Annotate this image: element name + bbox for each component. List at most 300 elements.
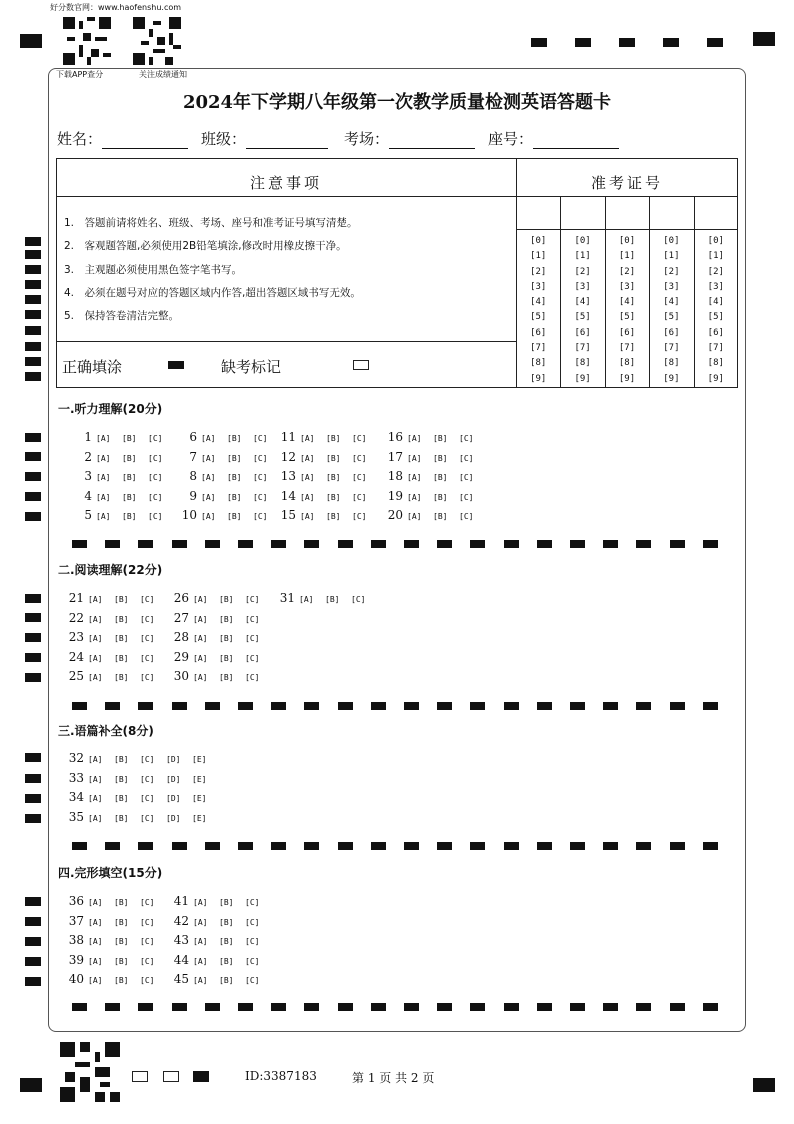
answer-bubble[interactable]: [C]	[140, 634, 155, 643]
exam-id-digit-bubble[interactable]: [9]	[663, 373, 680, 384]
name-field[interactable]: 姓名：	[57, 128, 188, 149]
exam-id-digit-bubble[interactable]: [9]	[618, 373, 636, 384]
timing-band-mark	[570, 1003, 585, 1011]
answer-bubble[interactable]: [B]	[219, 634, 234, 643]
exam-id-digit-column	[649, 234, 693, 387]
answer-bubble[interactable]: [C]	[459, 434, 474, 443]
exam-id-digit-bubble[interactable]: [8]	[574, 358, 591, 369]
answer-bubble[interactable]: [A]	[88, 653, 103, 663]
answer-bubble[interactable]: [C]	[352, 492, 367, 502]
answer-bubble[interactable]: [A]	[407, 453, 422, 463]
question-row	[167, 914, 271, 928]
question-row	[167, 972, 271, 986]
question-row	[274, 430, 378, 444]
answer-bubble[interactable]: [C]	[140, 794, 155, 803]
question-row	[62, 972, 166, 986]
corner-mark	[20, 34, 42, 48]
answer-bubble[interactable]: [A]	[193, 614, 208, 624]
exam-id-write-box[interactable]	[605, 196, 649, 230]
answer-bubble[interactable]: [B]	[219, 917, 234, 927]
question-number: 16	[387, 430, 403, 444]
answer-bubble[interactable]: [E]	[192, 774, 207, 784]
question-number: 30	[173, 669, 189, 683]
exam-id-digit-bubble[interactable]: [7]	[618, 343, 636, 354]
answer-bubble[interactable]: [A]	[88, 614, 103, 624]
answer-bubble[interactable]: [C]	[245, 634, 260, 643]
question-row	[70, 508, 174, 522]
exam-id-digit-bubble[interactable]: [1]	[618, 251, 636, 262]
section-title: 二.阅读理解(22分)	[58, 563, 163, 577]
answer-bubble[interactable]: [C]	[140, 614, 155, 624]
exam-id-digit-bubble[interactable]: [3]	[530, 281, 547, 292]
timing-band-mark	[172, 1003, 187, 1011]
answer-bubble[interactable]: [C]	[245, 976, 260, 985]
question-number: 31	[279, 591, 295, 605]
answer-bubble[interactable]: [A]	[193, 673, 208, 682]
exam-id-digit-bubble[interactable]: [3]	[574, 281, 591, 292]
timing-mark	[25, 653, 41, 662]
question-number: 33	[68, 770, 84, 785]
answer-bubble[interactable]: [D]	[166, 774, 181, 784]
timing-band-mark	[205, 1003, 220, 1011]
question-number: 28	[173, 630, 189, 644]
answer-bubble[interactable]: [C]	[352, 473, 367, 482]
exam-id-digit-bubble[interactable]: [1]	[530, 251, 547, 262]
question-number: 15	[280, 508, 296, 522]
answer-bubble[interactable]: [E]	[192, 794, 207, 803]
answer-bubble[interactable]: [B]	[122, 492, 137, 502]
exam-id-digit-bubble[interactable]: [8]	[618, 358, 636, 369]
answer-bubble[interactable]: [C]	[352, 434, 367, 443]
timing-band-mark	[72, 702, 87, 710]
question-row	[167, 933, 271, 947]
timing-band-mark	[470, 1003, 485, 1011]
notice-item: 5. 保持答卷清洁完整。	[64, 310, 180, 322]
answer-bubble[interactable]: [C]	[148, 453, 163, 463]
exam-id-write-box[interactable]	[694, 196, 738, 230]
question-number: 29	[173, 649, 189, 664]
answer-bubble[interactable]: [D]	[166, 755, 181, 764]
question-row	[62, 611, 166, 625]
question-row	[62, 953, 166, 967]
answer-bubble[interactable]: [B]	[325, 595, 340, 604]
timing-band-mark	[537, 842, 552, 850]
answer-bubble[interactable]: [C]	[459, 453, 474, 463]
exam-id-digit-bubble[interactable]: [9]	[530, 373, 547, 384]
answer-bubble[interactable]: [A]	[88, 595, 103, 604]
answer-bubble[interactable]: [A]	[96, 512, 111, 521]
answer-bubble[interactable]: [C]	[140, 774, 155, 784]
answer-bubble[interactable]: [D]	[166, 794, 181, 803]
question-number: 4	[84, 488, 92, 503]
answer-bubble[interactable]: [E]	[192, 755, 207, 764]
timing-band-mark	[636, 702, 651, 710]
timing-band-mark	[72, 842, 87, 850]
exam-id-digit-bubble[interactable]: [2]	[663, 266, 680, 277]
answer-bubble[interactable]: [C]	[253, 473, 268, 482]
exam-id-digit-bubble[interactable]: [5]	[530, 312, 547, 323]
exam-id-digit-bubble[interactable]: [0]	[707, 236, 724, 246]
timing-mark	[25, 937, 41, 946]
timing-band-mark	[238, 540, 253, 548]
question-row	[274, 508, 378, 522]
answer-bubble[interactable]: [A]	[201, 453, 216, 463]
correct-fill-label: 正确填涂	[62, 358, 123, 376]
answer-bubble[interactable]: [A]	[96, 453, 111, 463]
timing-band-mark	[603, 842, 618, 850]
answer-bubble[interactable]: [A]	[193, 917, 208, 927]
qr-code-notify	[133, 17, 181, 65]
timing-band-mark	[105, 842, 120, 850]
exam-id-digit-bubble[interactable]: [7]	[530, 343, 547, 354]
page-indicator: 第 1 页 共 2 页	[352, 1071, 435, 1085]
exam-id-digit-bubble[interactable]: [0]	[663, 236, 680, 246]
answer-bubble[interactable]: [C]	[253, 512, 268, 521]
answer-bubble[interactable]: [B]	[433, 512, 448, 521]
question-row	[175, 430, 279, 444]
answer-bubble[interactable]: [B]	[114, 634, 129, 643]
timing-band-mark	[238, 702, 253, 710]
exam-id-digit-bubble[interactable]: [9]	[707, 373, 724, 384]
exam-id-digit-bubble[interactable]: [8]	[530, 358, 547, 369]
timing-band-mark	[338, 702, 353, 710]
answer-bubble[interactable]: [C]	[140, 917, 155, 927]
timing-mark	[25, 472, 41, 481]
question-number: 42	[173, 913, 189, 928]
answer-bubble[interactable]: [A]	[407, 492, 422, 502]
exam-id-digit-bubble[interactable]: [2]	[618, 266, 636, 277]
answer-bubble[interactable]: [B]	[114, 937, 129, 946]
answer-bubble[interactable]: [B]	[326, 434, 341, 443]
answer-bubble[interactable]: [A]	[201, 434, 216, 443]
exam-id-digit-bubble[interactable]: [0]	[574, 236, 591, 246]
answer-bubble[interactable]: [A]	[88, 673, 103, 682]
question-row	[175, 450, 279, 464]
timing-mark	[25, 250, 41, 259]
timing-band-mark	[470, 702, 485, 710]
answer-bubble[interactable]: [C]	[245, 937, 260, 946]
answer-bubble[interactable]: [A]	[193, 595, 208, 604]
answer-bubble[interactable]: [A]	[88, 976, 103, 985]
answer-bubble[interactable]: [B]	[114, 813, 129, 823]
answer-bubble[interactable]: [B]	[219, 956, 234, 966]
timing-band-mark	[172, 540, 187, 548]
timing-band-mark	[670, 540, 685, 548]
timing-band-mark	[105, 540, 120, 548]
question-number: 27	[173, 610, 189, 625]
answer-bubble[interactable]: [B]	[227, 434, 242, 443]
timing-band-mark	[238, 842, 253, 850]
answer-bubble[interactable]: [B]	[114, 956, 129, 966]
timing-mark	[25, 433, 41, 442]
timing-band-mark	[238, 1003, 253, 1011]
answer-bubble[interactable]: [B]	[326, 453, 341, 463]
question-row	[167, 894, 271, 908]
answer-bubble[interactable]: [B]	[114, 673, 129, 682]
question-number: 41	[173, 894, 189, 908]
answer-bubble[interactable]: [A]	[96, 492, 111, 502]
answer-bubble[interactable]: [B]	[219, 614, 234, 624]
answer-bubble[interactable]: [B]	[433, 492, 448, 502]
answer-bubble[interactable]: [C]	[245, 956, 260, 966]
answer-bubble[interactable]: [B]	[122, 453, 137, 463]
timing-mark	[25, 237, 41, 246]
exam-id-digit-bubble[interactable]: [2]	[574, 266, 591, 277]
timing-mark	[25, 265, 41, 274]
answer-bubble[interactable]: [B]	[219, 898, 234, 907]
exam-id-digit-bubble[interactable]: [1]	[574, 251, 591, 262]
answer-bubble[interactable]: [C]	[140, 898, 155, 907]
exam-id-digit-bubble[interactable]: [6]	[707, 327, 724, 338]
answer-bubble[interactable]: [A]	[88, 917, 103, 927]
exam-id-digit-bubble[interactable]: [4]	[707, 297, 724, 308]
answer-bubble[interactable]: [C]	[140, 976, 155, 985]
answer-bubble[interactable]: [B]	[114, 595, 129, 604]
corner-mark	[753, 1078, 775, 1092]
answer-bubble[interactable]: [C]	[140, 673, 155, 682]
answer-bubble[interactable]: [A]	[193, 937, 208, 946]
answer-bubble[interactable]: [C]	[253, 453, 268, 463]
answer-bubble[interactable]: [C]	[148, 473, 163, 482]
timing-mark	[25, 794, 41, 803]
timing-band-mark	[138, 540, 153, 548]
answer-bubble[interactable]: [A]	[193, 976, 208, 985]
answer-bubble[interactable]: [C]	[245, 614, 260, 624]
exam-id-digit-bubble[interactable]: [2]	[530, 266, 547, 277]
answer-bubble[interactable]: [B]	[326, 473, 341, 482]
exam-id-digit-bubble[interactable]: [7]	[574, 343, 591, 354]
timing-band-mark	[338, 842, 353, 850]
question-row	[70, 450, 174, 464]
answer-bubble[interactable]: [B]	[219, 673, 234, 682]
answer-bubble[interactable]: [B]	[227, 473, 242, 482]
timing-band-mark	[703, 540, 718, 548]
timing-mark	[25, 594, 41, 603]
answer-bubble[interactable]: [E]	[192, 813, 207, 823]
exam-id-digit-bubble[interactable]: [9]	[574, 373, 591, 384]
exam-id-digit-bubble[interactable]: [4]	[618, 297, 636, 308]
answer-bubble[interactable]: [B]	[114, 917, 129, 927]
question-number: 34	[68, 790, 84, 804]
answer-bubble[interactable]: [A]	[88, 898, 103, 907]
answer-bubble[interactable]: [A]	[88, 774, 103, 784]
answer-bubble[interactable]: [A]	[300, 492, 315, 502]
answer-bubble[interactable]: [A]	[193, 898, 208, 907]
question-row	[62, 669, 166, 683]
question-number: 24	[68, 649, 84, 664]
question-row	[62, 933, 166, 947]
answer-bubble[interactable]: [B]	[122, 434, 137, 443]
answer-bubble[interactable]: [A]	[407, 434, 422, 443]
answer-bubble[interactable]: [A]	[193, 956, 208, 966]
exam-id-digit-bubble[interactable]: [1]	[663, 251, 680, 262]
absent-mark-box[interactable]	[353, 360, 369, 370]
timing-mark	[25, 774, 41, 783]
answer-bubble[interactable]: [A]	[88, 634, 103, 643]
exam-id-digit-bubble[interactable]: [7]	[663, 343, 680, 354]
answer-bubble[interactable]: [C]	[352, 453, 367, 463]
question-number: 44	[173, 952, 189, 967]
exam-id-write-box[interactable]	[560, 196, 604, 230]
timing-band-mark	[636, 842, 651, 850]
exam-id-write-box[interactable]	[649, 196, 693, 230]
timing-band-mark	[72, 540, 87, 548]
timing-mark	[25, 633, 41, 642]
answer-bubble[interactable]: [C]	[140, 653, 155, 663]
answer-bubble[interactable]: [B]	[122, 512, 137, 521]
exam-id-digit-bubble[interactable]: [3]	[618, 281, 636, 292]
exam-id-digit-bubble[interactable]: [5]	[574, 312, 591, 323]
room-field[interactable]: 考场：	[344, 128, 475, 149]
notice-item: 2. 客观题答题,必须使用2B铅笔填涂,修改时用橡皮擦干净。	[64, 240, 347, 252]
question-number: 2	[84, 449, 92, 464]
answer-bubble[interactable]: [C]	[245, 595, 260, 604]
answer-bubble[interactable]: [C]	[245, 917, 260, 927]
answer-bubble[interactable]: [B]	[326, 512, 341, 521]
timing-band-mark	[172, 702, 187, 710]
timing-band-mark	[205, 842, 220, 850]
question-number: 8	[189, 469, 197, 483]
answer-bubble[interactable]: [A]	[201, 473, 216, 482]
answer-bubble[interactable]: [B]	[227, 492, 242, 502]
timing-band-mark	[338, 1003, 353, 1011]
exam-id-digit-bubble[interactable]: [0]	[530, 236, 547, 246]
question-row	[274, 469, 378, 483]
exam-id-digit-bubble[interactable]: [6]	[663, 327, 680, 338]
question-number: 13	[280, 469, 296, 483]
answer-bubble[interactable]: [A]	[88, 937, 103, 946]
answer-bubble[interactable]: [B]	[114, 898, 129, 907]
answer-bubble[interactable]: [C]	[459, 512, 474, 521]
answer-bubble[interactable]: [A]	[300, 434, 315, 443]
exam-id-digit-column	[605, 234, 649, 387]
answer-bubble[interactable]: [A]	[96, 434, 111, 443]
answer-bubble[interactable]: [C]	[148, 492, 163, 502]
answer-bubble[interactable]: [A]	[201, 512, 216, 521]
answer-bubble[interactable]: [B]	[122, 473, 137, 482]
exam-id-digit-bubble[interactable]: [5]	[707, 312, 724, 323]
answer-bubble[interactable]: [C]	[148, 434, 163, 443]
timing-mark	[25, 917, 41, 926]
answer-bubble[interactable]: [A]	[300, 512, 315, 521]
exam-id-digit-bubble[interactable]: [4]	[574, 297, 591, 308]
question-row	[167, 630, 271, 644]
answer-bubble[interactable]: [B]	[219, 653, 234, 663]
timing-band-mark	[172, 842, 187, 850]
answer-bubble[interactable]: [C]	[351, 595, 366, 604]
answer-bubble[interactable]: [A]	[299, 595, 314, 604]
exam-id-digit-bubble[interactable]: [8]	[707, 358, 724, 369]
answer-bubble[interactable]: [A]	[193, 653, 208, 663]
timing-band-mark	[636, 540, 651, 548]
timing-band-mark	[437, 540, 452, 548]
answer-bubble[interactable]: [D]	[166, 813, 181, 823]
exam-id-digit-bubble[interactable]: [5]	[618, 312, 636, 323]
exam-id-digit-bubble[interactable]: [6]	[618, 327, 636, 338]
answer-bubble[interactable]: [C]	[140, 937, 155, 946]
exam-id-digit-bubble[interactable]: [2]	[707, 266, 724, 277]
exam-id-digit-bubble[interactable]: [4]	[663, 297, 680, 308]
answer-bubble[interactable]: [C]	[459, 473, 474, 482]
answer-bubble[interactable]: [B]	[227, 453, 242, 463]
answer-bubble[interactable]: [C]	[148, 512, 163, 521]
answer-bubble[interactable]: [C]	[245, 653, 260, 663]
question-number: 38	[68, 933, 84, 947]
answer-bubble[interactable]: [A]	[88, 755, 103, 764]
answer-bubble[interactable]: [A]	[407, 473, 422, 482]
exam-id-digit-bubble[interactable]: [6]	[574, 327, 591, 338]
answer-bubble[interactable]: [C]	[140, 813, 155, 823]
answer-bubble[interactable]: [C]	[245, 898, 260, 907]
timing-band-mark	[504, 702, 519, 710]
answer-bubble[interactable]: [B]	[114, 976, 129, 985]
timing-mark	[25, 814, 41, 823]
timing-band-mark	[470, 842, 485, 850]
exam-id-digit-bubble[interactable]: [5]	[663, 312, 680, 323]
timing-mark	[707, 38, 723, 47]
answer-bubble[interactable]: [B]	[433, 453, 448, 463]
exam-id-digit-bubble[interactable]: [3]	[707, 281, 724, 292]
answer-bubble[interactable]: [A]	[201, 492, 216, 502]
answer-bubble[interactable]: [C]	[253, 434, 268, 443]
answer-bubble[interactable]: [B]	[114, 653, 129, 663]
timing-band-mark	[304, 842, 319, 850]
timing-band-mark	[703, 1003, 718, 1011]
answer-bubble[interactable]: [A]	[96, 473, 111, 482]
question-number: 40	[68, 972, 84, 986]
answer-bubble[interactable]: [B]	[219, 595, 234, 604]
question-row	[175, 469, 279, 483]
timing-band-mark	[603, 540, 618, 548]
answer-bubble[interactable]: [C]	[352, 512, 367, 521]
exam-id-digit-bubble[interactable]: [8]	[663, 358, 680, 369]
answer-bubble[interactable]: [A]	[88, 794, 103, 803]
timing-band-mark	[138, 1003, 153, 1011]
answer-bubble[interactable]: [B]	[114, 614, 129, 624]
exam-id-digit-bubble[interactable]: [3]	[663, 281, 680, 292]
answer-bubble[interactable]: [A]	[300, 473, 315, 482]
answer-bubble[interactable]: [C]	[140, 595, 155, 604]
answer-bubble[interactable]: [B]	[114, 774, 129, 784]
answer-bubble[interactable]: [C]	[459, 492, 474, 502]
exam-id-digit-bubble[interactable]: [1]	[707, 251, 724, 262]
exam-id-digit-bubble[interactable]: [4]	[530, 297, 547, 308]
answer-bubble[interactable]: [B]	[326, 492, 341, 502]
answer-bubble[interactable]: [C]	[140, 956, 155, 966]
answer-bubble[interactable]: [A]	[88, 813, 103, 823]
exam-id-digit-bubble[interactable]: [7]	[707, 343, 724, 354]
exam-id-digit-bubble[interactable]: [0]	[618, 236, 636, 246]
answer-bubble[interactable]: [B]	[219, 976, 234, 985]
answer-bubble[interactable]: [B]	[433, 473, 448, 482]
answer-bubble[interactable]: [C]	[253, 492, 268, 502]
seat-field[interactable]: 座号：	[488, 128, 619, 149]
answer-bubble[interactable]: [C]	[245, 673, 260, 682]
answer-bubble[interactable]: [B]	[114, 794, 129, 803]
answer-bubble[interactable]: [A]	[407, 512, 422, 521]
answer-bubble[interactable]: [A]	[88, 956, 103, 966]
answer-bubble[interactable]: [B]	[114, 755, 129, 764]
exam-id-digit-bubble[interactable]: [6]	[530, 327, 547, 338]
answer-bubble[interactable]: [C]	[140, 755, 155, 764]
answer-bubble[interactable]: [B]	[433, 434, 448, 443]
exam-id-write-box[interactable]	[516, 196, 560, 230]
answer-bubble[interactable]: [A]	[300, 453, 315, 463]
answer-bubble[interactable]: [A]	[193, 634, 208, 643]
answer-bubble[interactable]: [B]	[219, 937, 234, 946]
answer-bubble[interactable]: [B]	[227, 512, 242, 521]
class-field[interactable]: 班级：	[201, 128, 328, 149]
